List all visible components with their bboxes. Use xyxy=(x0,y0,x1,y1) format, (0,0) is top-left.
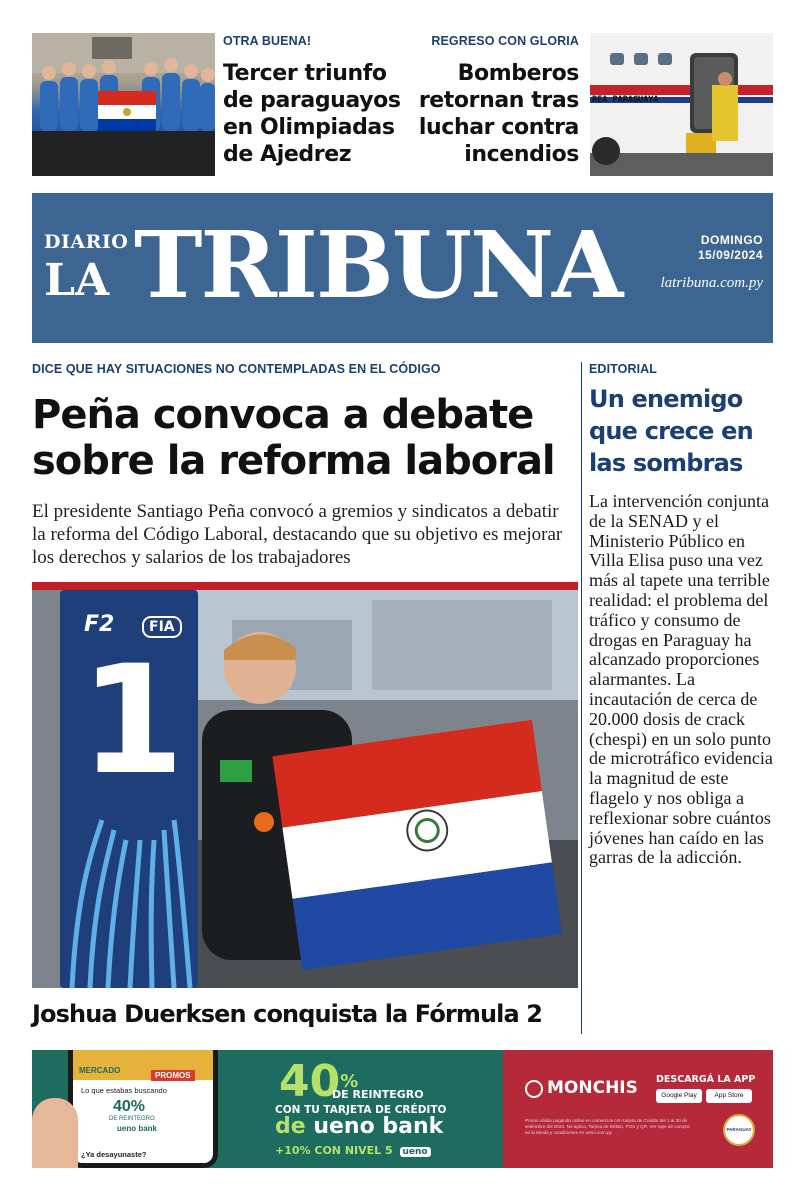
teaser-right-title[interactable]: Bomberos retornan tras luchar contra incendios xyxy=(418,61,579,167)
ad-nivel-line xyxy=(275,1144,431,1157)
paraguay-seal xyxy=(723,1114,755,1146)
f2-logo: F2 xyxy=(84,612,115,637)
teaser-right-kicker: REGRESO CON GLORIA xyxy=(431,34,579,48)
phone-pct: 40% xyxy=(113,1098,146,1115)
ad-pct-value: 40 xyxy=(279,1056,341,1107)
ad-monchis-section[interactable] xyxy=(503,1050,773,1168)
teaser-left-title[interactable]: Tercer triunfo de paraguayos en Olimpiadas de Ajedrez xyxy=(223,61,401,167)
phone-bottom: ¿Ya desayunaste? xyxy=(81,1150,147,1159)
ad-de: de xyxy=(275,1114,306,1139)
photo-caption[interactable]: Joshua Duerksen conquista la Fórmula 2 xyxy=(32,1000,543,1028)
ad-pct-sign: % xyxy=(340,1071,359,1092)
descarga-label: DESCARGÁ LA APP xyxy=(656,1074,756,1085)
ad-nivel: +10% CON NIVEL 5 xyxy=(275,1144,393,1157)
monchis-icon xyxy=(525,1080,543,1098)
ad-fine-print: Promo válida pagando online en comercios con tarjeta de Crédito del 1 al 30 de setiembre del 2024. No aplica, Tarjeta de Débito, POS y QR. Ver tope de compra en la tienda y condiciones en ueno.com.py xyxy=(525,1118,690,1135)
monchis-logo: MONCHIS xyxy=(547,1078,638,1098)
masthead-diario: DIARIO xyxy=(44,231,129,253)
masthead-day: DOMINGO xyxy=(700,233,763,247)
ad-tarjeta: CON TU TARJETA DE CRÉDITO xyxy=(275,1104,447,1116)
ad-ueno-section[interactable] xyxy=(32,1050,503,1168)
main-lede: El presidente Santiago Peña convocó a gremios y sindicatos a debatir la reforma del Código Laboral, destacando que su objetivo es mejorar los derechos y salarios de los trabajadores xyxy=(32,501,563,568)
teaser-left-kicker: OTRA BUENA! xyxy=(223,34,312,48)
chess-team-photo[interactable] xyxy=(32,33,215,176)
position-number: 1 xyxy=(80,634,185,808)
phone-mercado: MERCADO xyxy=(79,1066,121,1075)
masthead-date: 15/09/2024 xyxy=(697,248,763,262)
google-play-button[interactable]: Google Play xyxy=(656,1089,702,1103)
firefighters-plane-photo[interactable] xyxy=(590,33,773,176)
phone-promos: PROMOS xyxy=(151,1070,195,1081)
ad-bank: ueno bank xyxy=(313,1114,444,1139)
ad-ueno-badge: ueno xyxy=(400,1147,431,1157)
phone-sub: DE REINTEGRO xyxy=(109,1116,155,1122)
ad-banner[interactable] xyxy=(32,1050,773,1168)
hand-shape xyxy=(32,1098,78,1168)
editorial-title[interactable]: Un enemigo que crece en las sombras xyxy=(589,385,753,477)
masthead[interactable] xyxy=(32,193,773,343)
column-divider xyxy=(581,362,582,1034)
main-headline[interactable]: Peña convoca a debate sobre la reforma laboral xyxy=(32,392,555,484)
app-store-button[interactable]: App Store xyxy=(706,1089,752,1103)
masthead-logo: TRIBUNA xyxy=(134,211,622,319)
masthead-la: LA xyxy=(44,255,110,306)
fia-logo: FIA xyxy=(142,616,182,638)
phone-question: Lo que estabas buscando xyxy=(81,1086,167,1095)
formula2-photo[interactable] xyxy=(32,590,578,988)
section-divider xyxy=(32,582,578,590)
editorial-kicker: EDITORIAL xyxy=(589,362,658,376)
editorial-body: La intervención conjunta de la SENAD y el Ministerio Público en Villa Elisa puso una vez más al tapete una terrible realidad: el problema del tráfico y consumo de drogas en Paraguay ha alcanzado proporciones alarmantes. La incautación de cerca de 20.000 dosis de crack (chespi) en un solo punto de microtráfico evidencia la magnitud de este flagelo y nos obliga a reflexionar sobre cuántos jóvenes han caído en las garras de la adicción. xyxy=(589,491,773,868)
masthead-url[interactable]: latribuna.com.py xyxy=(660,275,763,291)
main-kicker: DICE QUE HAY SITUACIONES NO CONTEMPLADAS EN EL CÓDIGO xyxy=(32,362,441,376)
paraguay-seal-text: PARAGUAY xyxy=(726,1127,752,1132)
ad-reintegro: DE REINTEGRO xyxy=(332,1088,424,1101)
ad-bank-line xyxy=(275,1114,443,1139)
plane-text: REA PARAGUAYA xyxy=(592,95,659,105)
phone-bank: ueno bank xyxy=(117,1124,158,1133)
phone-mockup xyxy=(68,1050,218,1168)
